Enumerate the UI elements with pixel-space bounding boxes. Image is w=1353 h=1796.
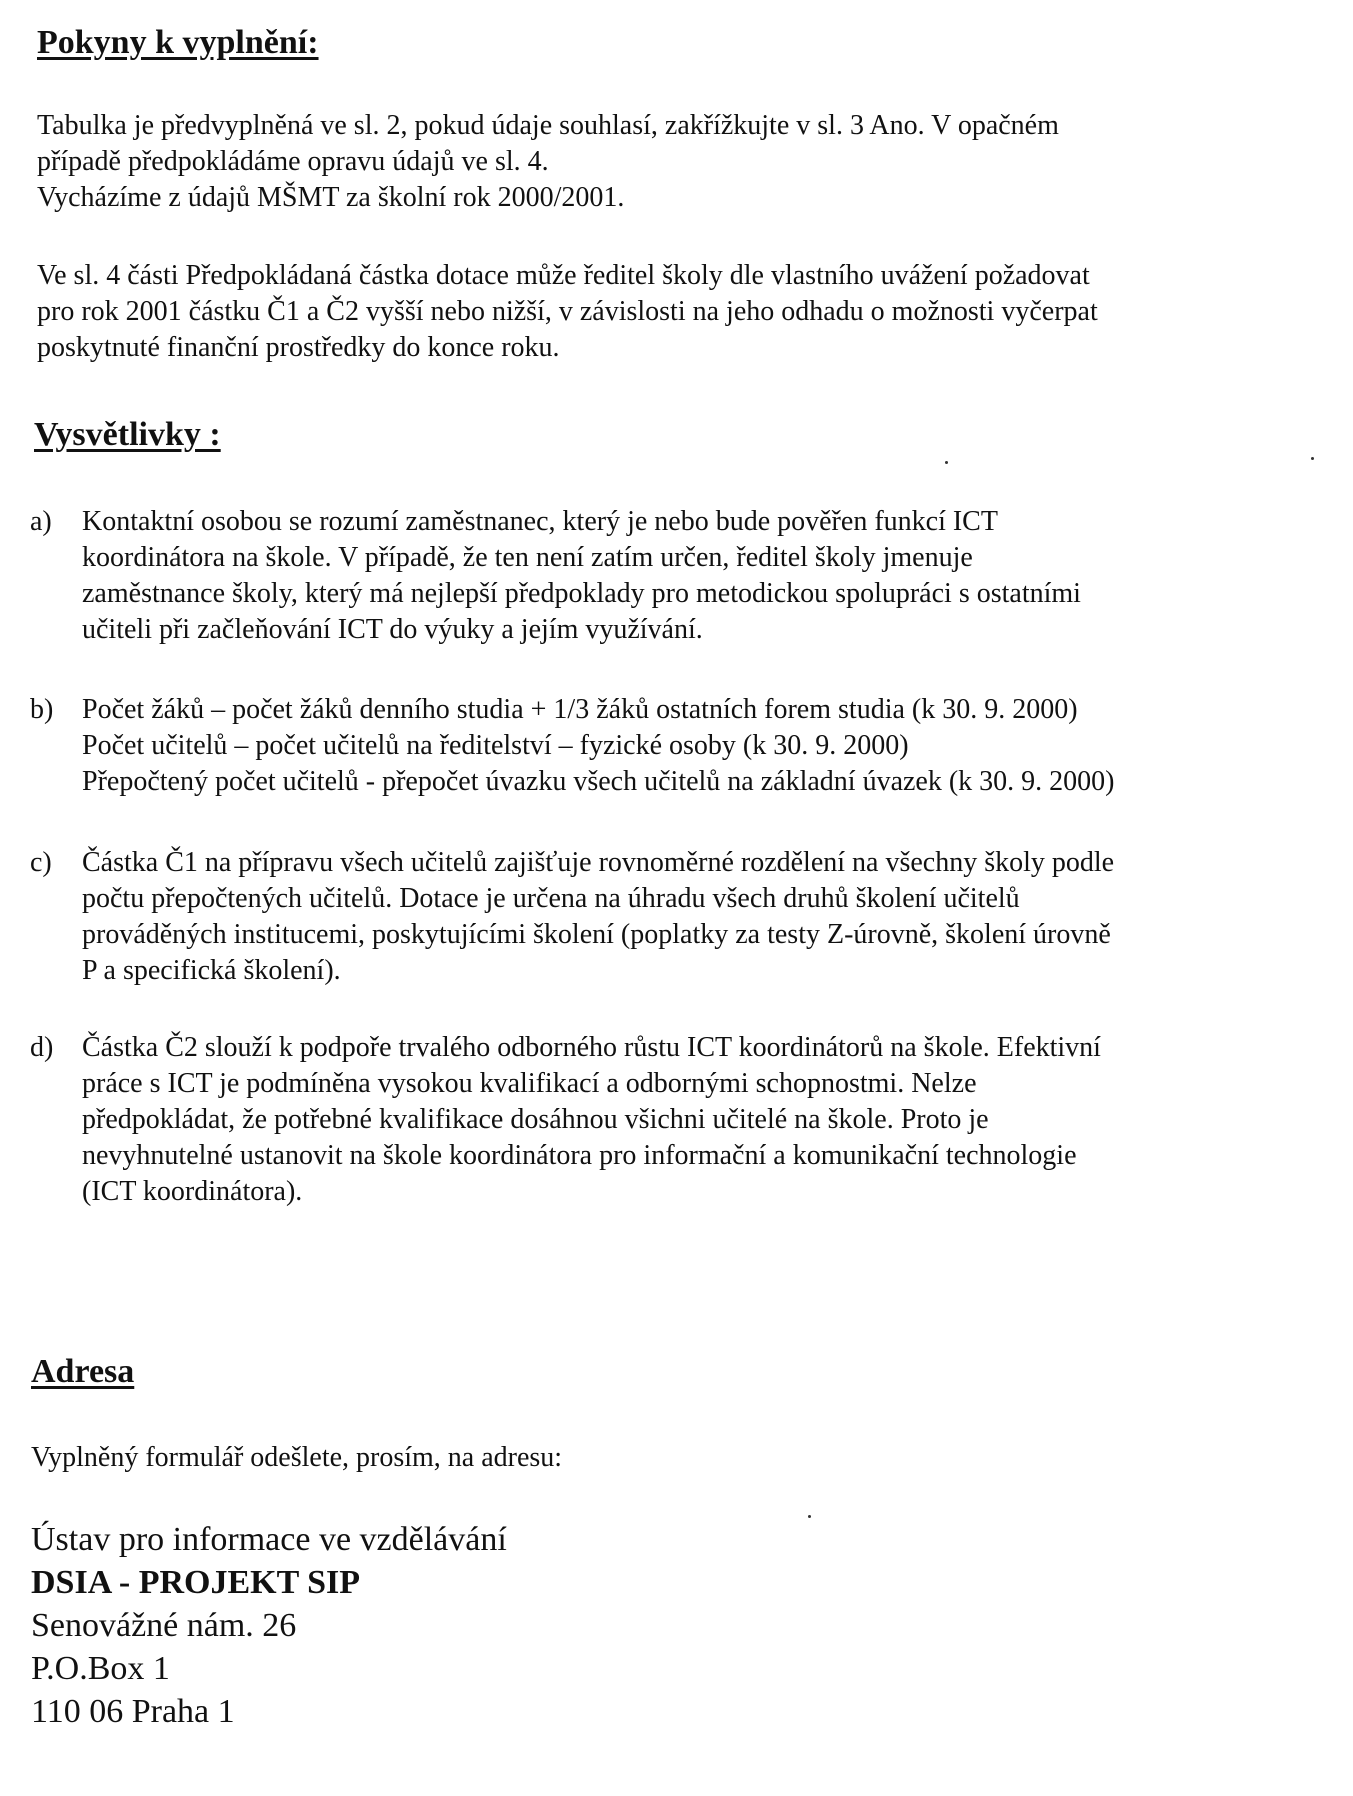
text-line: zaměstnance školy, který má nejlepší předpoklady pro metodickou spolupráci s ostatními — [82, 578, 1081, 609]
text-line: Částka Č2 slouží k podpoře trvalého odborného růstu ICT koordinátorů na škole. Efektivní — [82, 1032, 1101, 1063]
text-line: P a specifická školení). — [82, 955, 341, 986]
item-marker: a) — [30, 506, 52, 537]
text-line: počtu přepočtených učitelů. Dotace je určena na úhradu všech druhů školení učitelů — [82, 883, 1020, 914]
text-line: Ve sl. 4 části Předpokládaná částka dotace může ředitel školy dle vlastního uvážení požadovat — [37, 260, 1090, 291]
text-line: případě předpokládáme opravu údajů ve sl. 4. — [37, 146, 549, 177]
text-line: (ICT koordinátora). — [82, 1176, 303, 1207]
item-marker: b) — [30, 694, 54, 725]
address-line-department: DSIA - PROJEKT SIP — [31, 1564, 361, 1601]
text-line: Tabulka je předvyplněná ve sl. 2, pokud údaje souhlasí, zakřížkujte v sl. 3 Ano. V opačném — [37, 110, 1059, 141]
text-line: koordinátora na škole. V případě, že ten není zatím určen, ředitel školy jmenuje — [82, 542, 973, 573]
text-line: Vycházíme z údajů MŠMT za školní rok 2000/2001. — [37, 182, 625, 213]
item-marker: d) — [30, 1032, 54, 1063]
item-body — [82, 504, 1310, 648]
address-heading: Adresa — [31, 1353, 135, 1390]
text-line: prováděných institucemi, poskytujícími školení (poplatky za testy Z-úrovně, školení úrovně — [82, 919, 1111, 950]
item-marker: c) — [30, 847, 52, 878]
text-line: předpokládat, že potřebné kvalifikace dosáhnou všichni učitelé na škole. Proto je — [82, 1104, 989, 1135]
scan-speck — [808, 1515, 811, 1518]
instructions-paragraph-1 — [37, 108, 1307, 216]
scan-speck — [945, 461, 948, 464]
text-line: Kontaktní osobou se rozumí zaměstnanec, který je nebo bude pověřen funkcí ICT — [82, 506, 998, 537]
instructions-heading: Pokyny k vyplnění: — [37, 24, 319, 61]
address-line-pobox: P.O.Box 1 — [31, 1650, 170, 1687]
explanations-heading: Vysvětlivky : — [34, 416, 221, 453]
text-line: Počet žáků – počet žáků denního studia + 1/3 žáků ostatních forem studia (k 30. 9. 2000) — [82, 694, 1078, 725]
instructions-paragraph-2 — [37, 258, 1307, 366]
item-body — [82, 1030, 1310, 1210]
address-line-institution: Ústav pro informace ve vzdělávání — [31, 1521, 507, 1558]
text-line: učiteli při začleňování ICT do výuky a jejím využívání. — [82, 614, 703, 645]
address-line-city: 110 06 Praha 1 — [31, 1693, 235, 1730]
text-line: pro rok 2001 částku Č1 a Č2 vyšší nebo nižší, v závislosti na jeho odhadu o možnosti vyčerpat — [37, 296, 1098, 327]
text-line: poskytnuté finanční prostředky do konce roku. — [37, 332, 560, 363]
text-line: Počet učitelů – počet učitelů na ředitelství – fyzické osoby (k 30. 9. 2000) — [82, 730, 909, 761]
scan-speck — [1311, 457, 1314, 460]
text-line: Částka Č1 na přípravu všech učitelů zajišťuje rovnoměrné rozdělení na všechny školy podle — [82, 847, 1115, 878]
text-line: Přepočtený počet učitelů - přepočet úvazku všech učitelů na základní úvazek (k 30. 9. 2000) — [82, 766, 1115, 797]
item-body — [82, 845, 1310, 989]
address-line-street: Senovážné nám. 26 — [31, 1607, 297, 1644]
text-line: nevyhnutelné ustanovit na škole koordinátora pro informační a komunikační technologie — [82, 1140, 1077, 1171]
item-body — [82, 692, 1310, 800]
address-instruction: Vyplněný formulář odešlete, prosím, na adresu: — [31, 1442, 563, 1473]
text-line: práce s ICT je podmíněna vysokou kvalifikací a odbornými schopnostmi. Nelze — [82, 1068, 977, 1099]
